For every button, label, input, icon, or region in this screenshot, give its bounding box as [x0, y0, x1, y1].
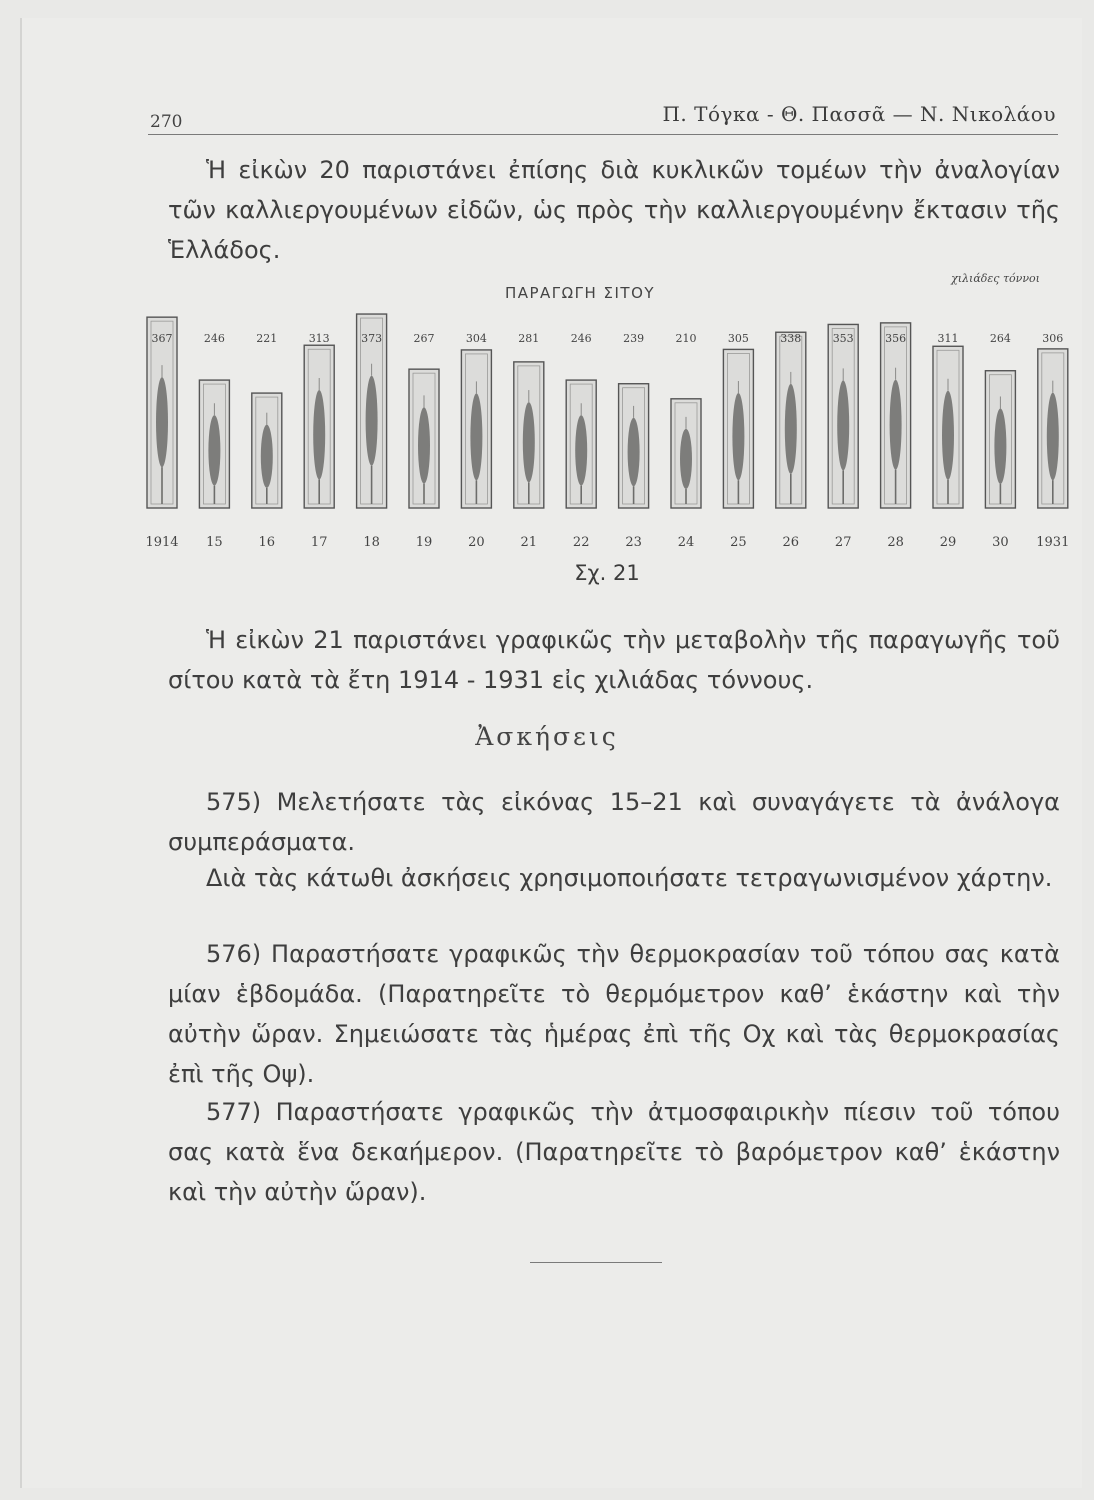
year-tick-label: 18	[363, 535, 380, 550]
year-tick-label: 22	[572, 535, 590, 550]
bar-value-label: 239	[623, 332, 645, 345]
year-tick-label: 24	[677, 535, 695, 550]
wheat-ear-icon	[470, 393, 482, 480]
wheat-ear-icon	[732, 393, 744, 480]
bar-group	[199, 332, 229, 550]
chart-unit-label: χιλιάδες τόννοι	[951, 272, 1040, 285]
bar-value-label: 210	[675, 332, 697, 345]
year-tick-label: 1931	[1036, 535, 1070, 550]
bar-group	[723, 332, 753, 550]
bar-value-label: 221	[256, 332, 278, 345]
wheat-ear-icon	[575, 415, 587, 485]
bar-group	[357, 314, 387, 550]
bar-group	[776, 332, 806, 550]
year-tick-label: 21	[520, 535, 538, 550]
wheat-ear-icon	[628, 418, 640, 486]
year-tick-label: 16	[258, 535, 276, 550]
year-tick-label: 28	[887, 535, 904, 550]
running-head: Π. Τόγκα - Θ. Πασσᾶ — Ν. Νικολάου	[662, 102, 1056, 126]
wheat-ear-icon	[156, 377, 168, 467]
exercises-heading: Ἀσκήσεις	[475, 722, 619, 751]
bar-group	[933, 332, 963, 550]
bar-group	[145, 317, 178, 550]
bar-group	[514, 332, 544, 550]
bar-group	[252, 332, 282, 550]
end-rule	[530, 1262, 662, 1263]
bar-value-label: 246	[203, 332, 225, 345]
wheat-ear-icon	[994, 408, 1006, 484]
wheat-production-chart	[130, 260, 1080, 590]
wheat-ear-icon	[1047, 393, 1059, 481]
exercises-instruction: Διὰ τὰς κάτωθι ἀσκήσεις χρησιμοποιήσατε τετραγωνισμένον χάρτην.	[206, 864, 1053, 892]
exercise-575: 575) Μελετήσατε τὰς εἰκόνας 15–21 καὶ συναγάγετε τὰ ἀνάλογα συμπεράσματα.	[168, 788, 1060, 856]
bars-layer	[145, 314, 1069, 550]
wheat-ear-icon	[890, 380, 902, 470]
wheat-ear-icon	[523, 402, 535, 482]
year-tick-label: 26	[782, 535, 800, 550]
page-header	[148, 100, 1058, 135]
bar-value-label: 311	[937, 332, 959, 345]
wheat-ear-icon	[680, 429, 692, 489]
exercise-577: 577) Παραστήσατε γραφικῶς τὴν ἀτμοσφαιρικὴν πίεσιν τοῦ τόπου σας κατὰ ἕνα δεκαήμερον. (Παρατηρεῖτε τὸ βαρόμετρον καθ’ ἑκάστην καὶ τὴν αὐτὴν ὥραν).	[168, 1098, 1060, 1206]
bar-value-label: 305	[727, 332, 749, 345]
bar-group	[619, 332, 649, 550]
bar-group	[409, 332, 439, 550]
exercise-576: 576) Παραστήσατε γραφικῶς τὴν θερμοκρασίαν τοῦ τόπου σας κατὰ μίαν ἑβδομάδα. (Παρατηρεῖτε τὸ θερμόμετρον καθ’ ἑκάστην καὶ τὴν αὐτὴν ὥραν. Σημειώσατε τὰς ἡμέρας ἐπὶ τῆς Οχ καὶ τὰς θερμοκρασίας ἐπὶ τῆς Οψ).	[168, 940, 1060, 1088]
page-number: 270	[150, 112, 183, 132]
wheat-ear-icon	[942, 391, 954, 480]
bar-group	[985, 332, 1015, 550]
bar-group	[304, 332, 334, 550]
bar-value-label: 356	[885, 332, 907, 345]
year-tick-label: 20	[468, 535, 485, 550]
bar-value-label: 367	[151, 332, 173, 345]
bar-value-label: 338	[780, 332, 802, 345]
bar-value-label: 264	[989, 332, 1011, 345]
bar-group	[881, 323, 911, 550]
bar-group	[566, 332, 596, 550]
wheat-ear-icon	[837, 380, 849, 470]
year-tick-label: 17	[310, 535, 328, 550]
intro-paragraph: Ἡ εἰκὼν 20 παριστάνει ἐπίσης διὰ κυκλικῶν τομέων τὴν ἀναλογίαν τῶν καλλιεργουμένων εἰδῶν, ὡς πρὸς τὴν καλλιεργουμένην ἔκτασιν τῆς Ἑλλάδος.	[168, 156, 1060, 264]
chart-caption: Σχ. 21	[574, 561, 640, 585]
year-tick-label: 29	[939, 535, 957, 550]
bar-value-label: 313	[308, 332, 330, 345]
year-tick-label: 19	[415, 535, 433, 550]
bar-value-label: 281	[518, 332, 540, 345]
bar-group	[461, 332, 491, 550]
wheat-ear-icon	[366, 376, 378, 466]
bar-value-label: 267	[413, 332, 435, 345]
year-tick-label: 15	[206, 535, 223, 550]
wheat-ear-icon	[418, 407, 430, 483]
year-tick-label: 27	[834, 535, 852, 550]
bar-value-label: 246	[570, 332, 592, 345]
year-tick-label: 23	[625, 535, 642, 550]
year-tick-label: 25	[730, 535, 747, 550]
bar-value-label: 373	[361, 332, 383, 345]
bar-group	[828, 324, 858, 550]
wheat-ear-icon	[785, 384, 797, 474]
bar-value-label: 306	[1042, 332, 1064, 345]
year-tick-label: 30	[992, 535, 1009, 550]
chart-description-paragraph: Ἡ εἰκὼν 21 παριστάνει γραφικῶς τὴν μεταβολὴν τῆς παραγωγῆς τοῦ σίτου κατὰ τὰ ἔτη 1914 - 1931 εἰς χιλιάδας τόννους.	[168, 626, 1060, 694]
wheat-ear-icon	[261, 425, 273, 488]
bar-value-label: 304	[465, 332, 487, 345]
wheat-ear-icon	[313, 390, 325, 480]
chart-title: ΠΑΡΑΓΩΓΗ ΣΙΤΟΥ	[504, 284, 656, 302]
year-tick-label: 1914	[145, 535, 179, 550]
bar-group	[1036, 332, 1069, 550]
bar-group	[671, 332, 701, 550]
bar-value-label: 353	[832, 332, 854, 345]
wheat-ear-icon	[208, 415, 220, 485]
